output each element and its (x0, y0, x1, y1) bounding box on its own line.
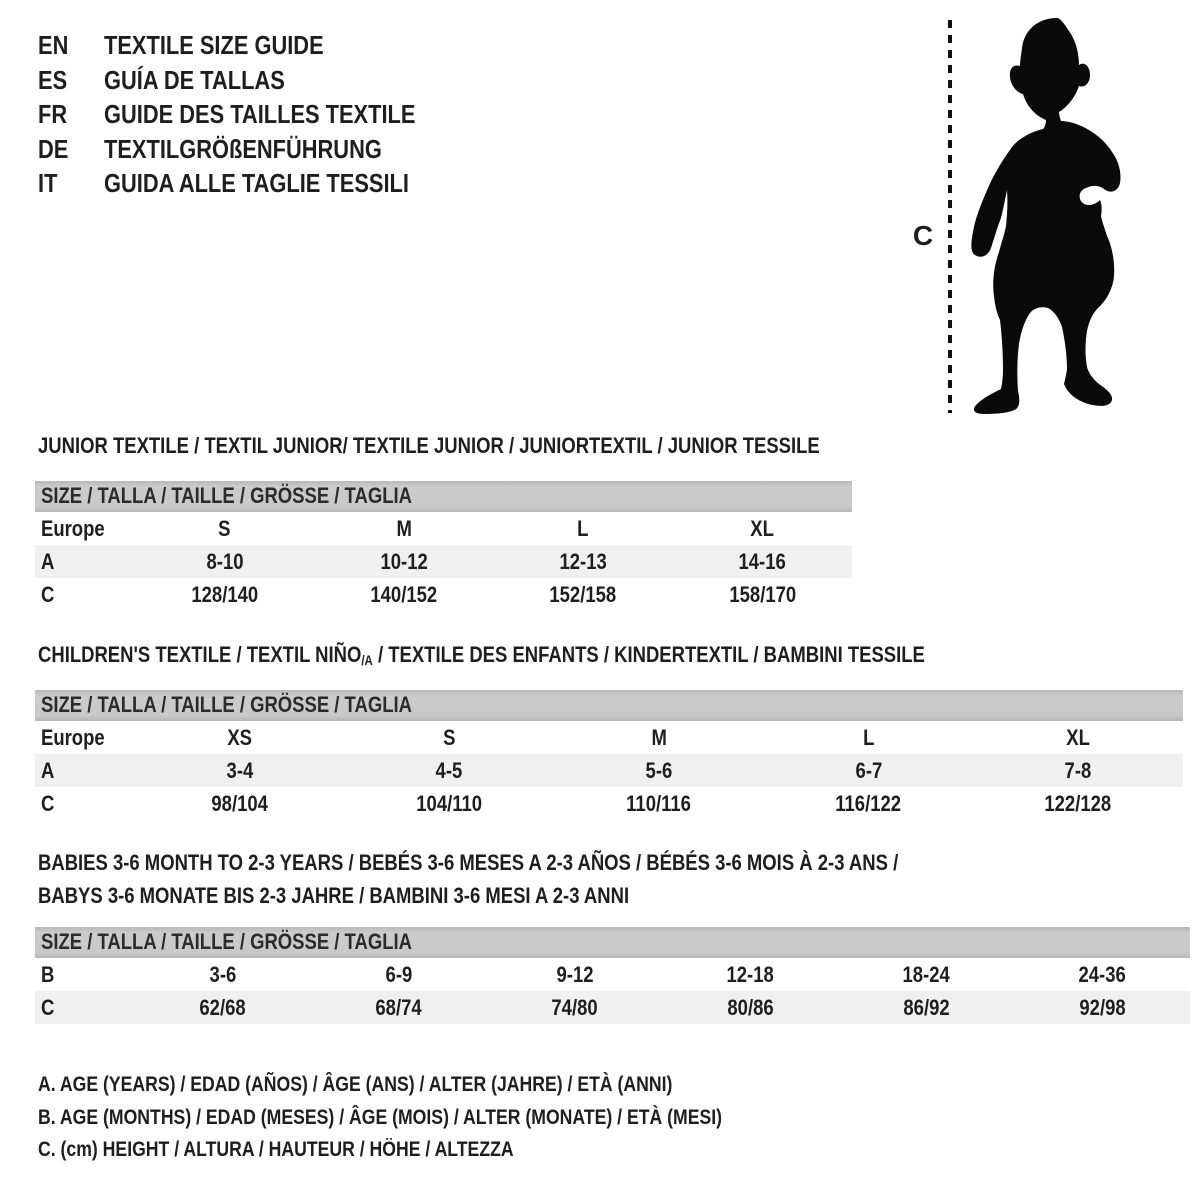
toddler-silhouette-icon (971, 18, 1120, 414)
table-row (35, 545, 852, 578)
row-label: Europe (41, 725, 105, 750)
language-code: EN (38, 30, 69, 60)
language-code: ES (38, 64, 68, 95)
row-label: Europe (41, 516, 105, 541)
row-label: C (41, 791, 55, 816)
table-row (35, 754, 1183, 787)
size-cell: 12-18 (726, 962, 775, 987)
children-size-header-bar: SIZE / TALLA / TAILLE / GRÖSSE / TAGLIA (35, 690, 1183, 721)
legend-line: A. AGE (YEARS) / EDAD (AÑOS) / ÂGE (ANS) / ALTER (JAHRE) / ETÀ (ANNI) (38, 1073, 673, 1096)
junior-section-title: JUNIOR TEXTILE / TEXTIL JUNIOR/ TEXTILE JUNIOR / JUNIORTEXTIL / JUNIOR TESSILE (38, 433, 820, 458)
size-cell: 104/110 (416, 791, 483, 816)
size-cell: 140/152 (370, 582, 438, 607)
size-cell: 14-16 (738, 549, 787, 574)
table-row (35, 721, 1183, 754)
size-cell: 116/122 (835, 791, 902, 816)
measurement-legend (38, 1069, 852, 1167)
size-cell: 12-13 (559, 549, 607, 574)
size-cell: M (651, 725, 667, 750)
size-cell: 9-12 (556, 962, 594, 987)
size-cell: 18-24 (902, 962, 950, 987)
size-cell: 152/158 (549, 582, 617, 607)
row-label: C (41, 995, 55, 1020)
junior-size-header-bar: SIZE / TALLA / TAILLE / GRÖSSE / TAGLIA (35, 481, 852, 512)
language-list (38, 28, 475, 201)
language-code: FR (38, 99, 68, 129)
size-cell: 92/98 (1078, 995, 1126, 1020)
babies-size-table (35, 958, 1190, 1024)
row-label: C (41, 582, 55, 607)
size-cell: 10-12 (380, 549, 428, 574)
children-section-title: CHILDREN'S TEXTILE / TEXTIL $NIÑO_{/A}$ / TEXTILE DES ENFANTS / KINDERTEXTIL / BAMBINI TESSILE (38, 642, 925, 668)
babies-section-title-line2: BABYS 3-6 MONATE BIS 2-3 JAHRE / BAMBINI 3-6 MESI A 2-3 ANNI (38, 883, 630, 908)
legend-line: C. (cm) HEIGHT / ALTURA / HAUTEUR / HÖHE / ALTEZZA (38, 1138, 514, 1162)
size-cell: 80/86 (727, 995, 774, 1020)
size-cell: 4-5 (436, 758, 463, 783)
size-cell: 3-4 (226, 758, 254, 783)
babies-section-title-line1: BABIES 3-6 MONTH TO 2-3 YEARS / BEBÉS 3-6 MESES A 2-3 AÑOS / BÉBÉS 3-6 MOIS À 2-3 ANS / (38, 850, 899, 875)
size-cell: S (443, 725, 456, 750)
language-code: DE (38, 133, 69, 164)
language-row (38, 166, 475, 201)
size-cell: 62/68 (199, 995, 247, 1020)
size-cell: 74/80 (551, 995, 598, 1020)
table-row (35, 512, 852, 545)
language-title: GUIDE DES TAILLES TEXTILE (104, 99, 416, 129)
size-figure (936, 14, 1186, 416)
size-cell: 3-6 (209, 962, 237, 987)
size-cell: 5-6 (645, 758, 673, 783)
row-label: B (41, 962, 55, 987)
size-cell: S (218, 516, 231, 541)
title-subscript: /A (361, 653, 373, 668)
language-title: GUIDA ALLE TAGLIE TESSILI (104, 168, 409, 198)
language-row (38, 132, 475, 167)
table-row (35, 787, 1183, 820)
size-cell: 158/170 (728, 582, 796, 607)
junior-size-table (35, 512, 852, 611)
row-label: A (41, 549, 55, 574)
size-cell: 68/74 (375, 995, 422, 1020)
size-cell: 6-9 (385, 962, 413, 987)
size-cell: L (577, 516, 589, 541)
size-cell: XL (750, 516, 775, 541)
language-row (38, 28, 475, 63)
language-row (38, 97, 475, 132)
row-label: A (41, 758, 55, 783)
height-measure-label: C (912, 220, 934, 251)
size-cell: L (862, 725, 875, 750)
language-row (38, 63, 475, 98)
size-cell: 24-36 (1078, 962, 1126, 987)
size-cell: 7-8 (1064, 758, 1092, 783)
size-cell: 128/140 (191, 582, 259, 607)
table-row (35, 578, 852, 611)
language-title: TEXTILGRÖßENFÜHRUNG (104, 133, 382, 164)
size-cell: 86/92 (903, 995, 950, 1020)
table-row (35, 958, 1190, 991)
language-code: IT (38, 168, 58, 198)
language-title: TEXTILE SIZE GUIDE (104, 30, 324, 60)
language-title: GUÍA DE TALLAS (104, 64, 285, 95)
table-row (35, 991, 1190, 1024)
size-cell: XS (227, 725, 253, 750)
size-cell: 98/104 (211, 791, 269, 816)
size-cell: 122/128 (1044, 791, 1112, 816)
children-size-table (35, 721, 1183, 820)
babies-size-header-bar: SIZE / TALLA / TAILLE / GRÖSSE / TAGLIA (35, 927, 1190, 958)
legend-line: B. AGE (MONTHS) / EDAD (MESES) / ÂGE (MOIS) / ALTER (MONATE) / ETÀ (MESI) (38, 1105, 723, 1129)
size-cell: 110/116 (626, 791, 692, 816)
size-cell: 8-10 (206, 549, 244, 574)
size-cell: M (396, 516, 412, 541)
size-cell: XL (1066, 725, 1090, 750)
size-cell: 6-7 (855, 758, 882, 783)
